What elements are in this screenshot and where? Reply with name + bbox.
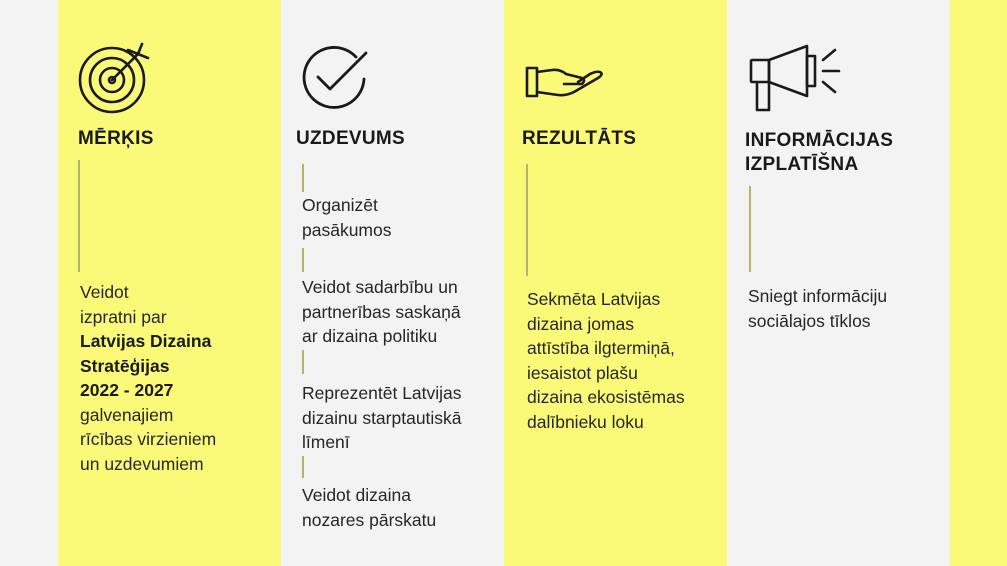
task-divider-3 [302, 350, 304, 374]
task-item-4: Veidot dizaina nozares pārskatu [302, 485, 437, 530]
task-heading: UZDEVUMS [296, 128, 406, 149]
task-divider-2 [302, 248, 304, 272]
task-divider-4 [302, 456, 304, 478]
checkmark-circle-icon [298, 43, 378, 113]
task-item-3: Reprezentēt Latvijas dizainu starptautiskā līmenī [302, 383, 462, 452]
result-text: Sekmēta Latvijas dizaina jomas attīstība ilgtermiņā, iesaistot plašu dizaina ekosistēmas dalībnieku loku [527, 289, 685, 432]
goal-text: Veidot izpratni par Latvijas Dizaina Stratēģijas 2022 - 2027 galvenajiem rīcības virzieniem un uzdevumiem [80, 282, 217, 474]
task-item-2: Veidot sadarbību un partnerības saskaņā ar dizaina politiku [302, 277, 461, 346]
megaphone-icon [747, 42, 843, 114]
background-strip-right [950, 0, 1007, 566]
dissemination-heading: INFORMĀCIJAS IZPLATĪŠNA [745, 130, 894, 175]
dissemination-divider [749, 186, 751, 272]
dissemination-text: Sniegt informāciju sociālajos tīklos [748, 286, 888, 331]
target-icon [76, 40, 152, 116]
result-heading: REZULTĀTS [522, 128, 637, 149]
task-item-1: Organizēt pasākumos [302, 195, 392, 240]
open-hand-icon [524, 62, 608, 102]
task-divider-1 [302, 164, 304, 192]
background-strip-left [0, 0, 58, 566]
result-divider [526, 164, 528, 276]
goal-heading: MĒRĶIS [78, 128, 154, 149]
goal-divider [78, 160, 80, 272]
